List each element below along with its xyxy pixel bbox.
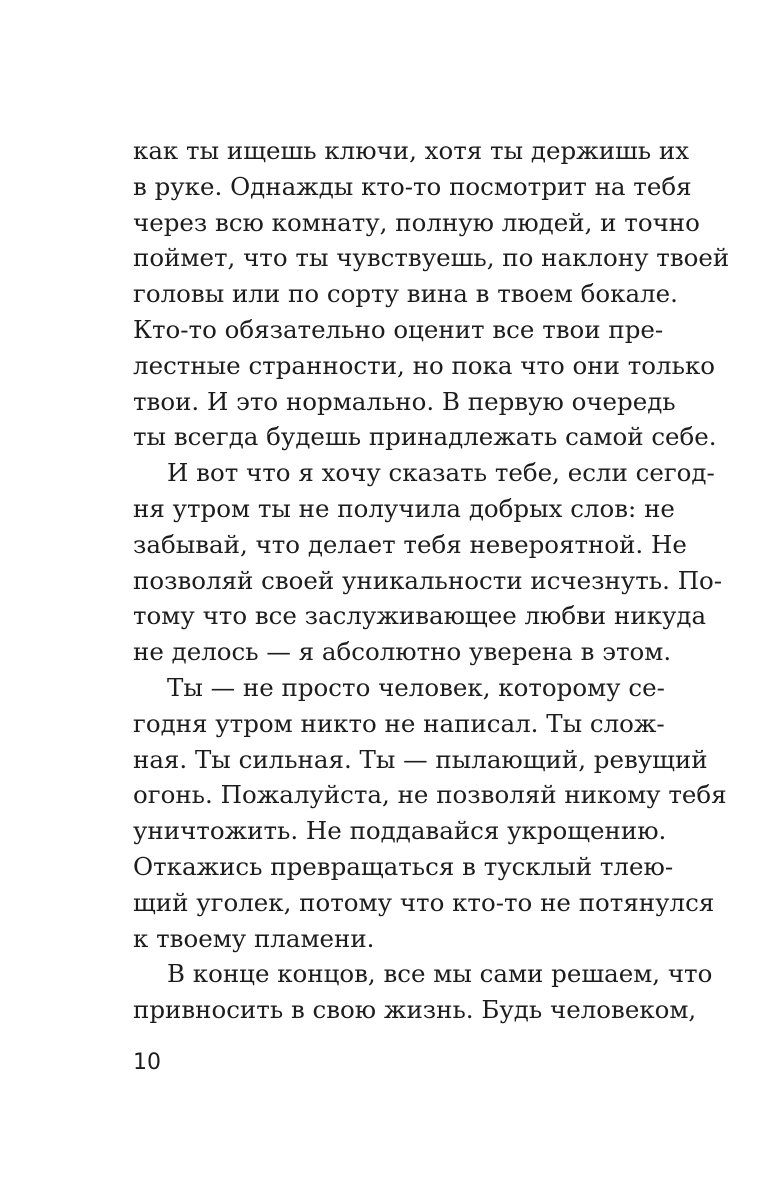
text-line: к твоему пламени. <box>133 923 375 953</box>
text-line: ная. Ты сильная. Ты — пылающий, ревущий <box>133 744 708 774</box>
text-line: забывай, что делает тебя невероятной. Не <box>133 529 687 559</box>
text-line: Откажись превращаться в тусклый тлею- <box>133 851 674 881</box>
text-line: ня утром ты не получила добрых слов: не <box>133 493 675 523</box>
text-line: твои. И это нормально. В первую очередь <box>133 386 676 416</box>
text-line: годня утром никто не написал. Ты слож- <box>133 708 665 738</box>
text-line: через всю комнату, полную людей, и точно <box>133 207 700 237</box>
text-line: Кто-то обязательно оценит все твои пре- <box>133 314 664 344</box>
text-line: лестные странности, но пока что они только <box>133 350 716 380</box>
body-text <box>133 133 730 1028</box>
text-line: позволяй своей уникальности исчезнуть. По- <box>133 565 723 595</box>
text-line: головы или по сорту вина в твоем бокале. <box>133 279 678 309</box>
text-line: поймет, что ты чувствуешь, по наклону твоей <box>133 243 730 273</box>
text-line: тому что все заслуживающее любви никуда <box>133 601 707 631</box>
text-line: В конце концов, все мы сами решаем, что <box>167 959 713 989</box>
text-line: уничтожить. Не поддавайся укрощению. <box>133 816 667 846</box>
page-number: 10 <box>133 1050 161 1075</box>
text-line: Ты — не просто человек, которому се- <box>167 672 665 702</box>
text-line: ты всегда будешь принадлежать самой себе. <box>133 422 717 452</box>
text-line: как ты ищешь ключи, хотя ты держишь их <box>133 136 690 165</box>
text-line: привносить в свою жизнь. Будь человеком, <box>133 995 697 1025</box>
text-line: И вот что я хочу сказать тебе, если сегод- <box>167 458 715 488</box>
text-line: не делось — я абсолютно уверена в этом. <box>133 637 672 667</box>
text-line: щий уголек, потому что кто-то не потянулся <box>133 887 715 917</box>
text-line: огонь. Пожалуйста, не позволяй никому тебя <box>133 780 727 810</box>
text-line: в руке. Однажды кто-то посмотрит на тебя <box>133 171 692 201</box>
